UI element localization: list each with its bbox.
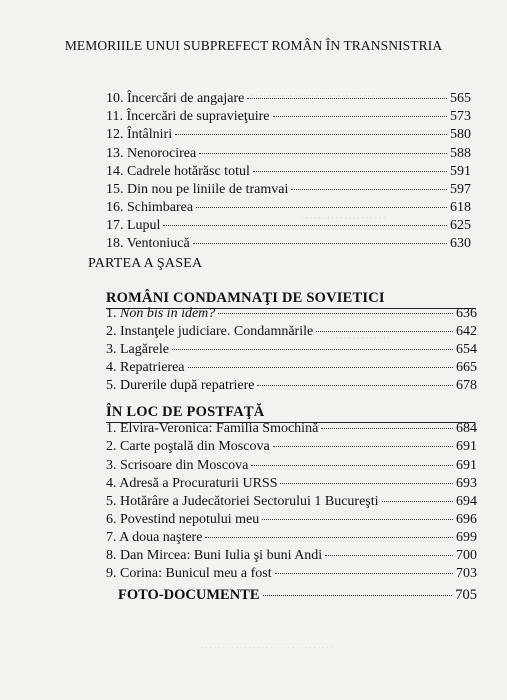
dot-leader xyxy=(316,331,453,332)
toc-entry xyxy=(106,108,471,126)
toc-entry-page: 691 xyxy=(456,458,477,473)
toc-entry-page: 597 xyxy=(450,182,471,197)
toc-entry-page: 625 xyxy=(450,218,471,233)
section-heading: ROMÂNI CONDAMNAŢI DE SOVIETICI xyxy=(106,290,385,306)
toc-entry-title: 5. Durerile după repatriere xyxy=(106,378,255,393)
toc-entry-page: 642 xyxy=(456,324,477,339)
toc-entry xyxy=(106,457,477,475)
toc-entry-title: 4. Adresă a Procuraturii URSS xyxy=(106,476,278,491)
toc-entry-title: 5. Hotărâre a Judecătoriei Sectorului 1 Bucureşti xyxy=(106,494,379,509)
dot-leader xyxy=(163,225,447,226)
toc-entry-page: 696 xyxy=(456,512,477,527)
toc-entry xyxy=(106,163,471,181)
section-heading: ÎN LOC DE POSTFAŢĂ xyxy=(106,404,265,420)
toc-entry-page: 665 xyxy=(456,360,477,375)
bleed-through-text: ······························· xyxy=(200,640,335,655)
dot-leader xyxy=(205,537,453,538)
toc-entry-title: 9. Corina: Bunicul meu a fost xyxy=(106,566,272,581)
toc-entry xyxy=(106,217,471,235)
toc-entry-page: 699 xyxy=(456,530,477,545)
dot-leader xyxy=(199,153,447,154)
toc-entry-number: 1. xyxy=(106,306,120,321)
dot-leader xyxy=(193,243,447,244)
running-head: MEMORIILE UNUI SUBPREFECT ROMÂN ÎN TRANSNISTRIA xyxy=(64,38,443,53)
toc-entry-title: 12. Întâlniri xyxy=(106,127,173,142)
toc-entry xyxy=(106,181,471,199)
toc-entry xyxy=(106,305,477,323)
toc-entry-page: 618 xyxy=(450,200,471,215)
toc-entry xyxy=(106,341,477,359)
toc-entry-page: 573 xyxy=(450,109,471,124)
toc-entry xyxy=(106,377,477,395)
toc-entry xyxy=(106,235,471,253)
toc-entry xyxy=(106,126,471,144)
toc-entry-page: 700 xyxy=(456,548,477,563)
toc-entry-title: 10. Încercări de angajare xyxy=(106,91,245,106)
toc-entry-title: 13. Nenorocirea xyxy=(106,146,197,161)
bleed-through-text: ····························· xyxy=(250,88,376,103)
toc-entry-page: 565 xyxy=(450,91,471,106)
toc-entry xyxy=(106,199,471,217)
dot-leader xyxy=(280,483,453,484)
toc-entry-title: 3. Lagărele xyxy=(106,342,169,357)
toc-entry-page: 678 xyxy=(456,378,477,393)
part-heading: PARTEA A ŞASEA xyxy=(88,256,203,271)
toc-entry-page: 588 xyxy=(450,146,471,161)
toc-entry xyxy=(106,475,477,493)
toc-entry-page: 694 xyxy=(456,494,477,509)
toc-entry-page: 693 xyxy=(456,476,477,491)
toc-entry-italic-title: Non bis in idem? xyxy=(120,306,216,321)
toc-entry-title: 6. Povestind nepotului meu xyxy=(106,512,260,527)
toc-entry-title: 17. Lupul xyxy=(106,218,161,233)
toc-entry xyxy=(106,420,477,438)
toc-entry-title: 14. Cadrele hotărăsc totul xyxy=(106,164,250,179)
dot-leader xyxy=(175,134,447,135)
dot-leader xyxy=(251,465,453,466)
toc-entry xyxy=(106,323,477,341)
toc-entry-page: 703 xyxy=(456,566,477,581)
toc-entry xyxy=(106,145,471,163)
dot-leader xyxy=(188,367,453,368)
toc-entry-foto-documente xyxy=(118,587,477,604)
toc-entry xyxy=(106,493,477,511)
toc-entry-title: 7. A doua naştere xyxy=(106,530,203,545)
toc-entry-title: 15. Din nou pe liniile de tramvai xyxy=(106,182,289,197)
dot-leader xyxy=(262,519,453,520)
toc-entry-title: 3. Scrisoare din Moscova xyxy=(106,458,249,473)
toc-entry xyxy=(106,547,477,565)
toc-entry-page: 654 xyxy=(456,342,477,357)
toc-entry-title: FOTO-DOCUMENTE xyxy=(118,587,260,603)
toc-entry-page: 705 xyxy=(455,587,477,603)
dot-leader xyxy=(275,573,453,574)
bleed-through-text: ·············· xyxy=(330,330,391,345)
toc-entry xyxy=(106,90,471,108)
toc-entry-title: 2. Instanţele judiciare. Condamnările xyxy=(106,324,314,339)
toc-entry xyxy=(106,438,477,456)
dot-leader xyxy=(257,385,453,386)
dot-leader xyxy=(382,501,453,502)
dot-leader xyxy=(291,189,447,190)
toc-entry-page: 591 xyxy=(450,164,471,179)
toc-entry-page: 636 xyxy=(456,306,477,321)
toc-entry-page: 580 xyxy=(450,127,471,142)
toc-entry xyxy=(106,565,477,583)
dot-leader xyxy=(325,555,453,556)
toc-entry-title: 8. Dan Mircea: Buni Iulia şi buni Andi xyxy=(106,548,323,563)
dot-leader xyxy=(247,98,447,99)
toc-entry xyxy=(106,529,477,547)
dot-leader xyxy=(273,116,447,117)
toc-entry-title: 1. Elvira-Veronica: Familia Smochină xyxy=(106,421,319,436)
toc-entry-page: 691 xyxy=(456,439,477,454)
toc-entry xyxy=(106,511,477,529)
dot-leader xyxy=(253,171,447,172)
dot-leader xyxy=(196,207,447,208)
bleed-through-text: ···················· xyxy=(300,210,387,225)
dot-leader xyxy=(218,313,453,314)
dot-leader xyxy=(321,428,453,429)
toc-entry-page: 684 xyxy=(456,421,477,436)
toc-entry xyxy=(106,359,477,377)
toc-entry-title xyxy=(106,305,215,323)
dot-leader xyxy=(172,349,453,350)
toc-entry-title: 16. Schimbarea xyxy=(106,200,194,215)
toc-entry-title: 2. Carte poştală din Moscova xyxy=(106,439,270,454)
dot-leader xyxy=(263,595,453,596)
toc-entry-title: 4. Repatrierea xyxy=(106,360,185,375)
toc-entry-title: 18. Ventoniucă xyxy=(106,236,190,251)
toc-entry-title: 11. Încercări de supravieţuire xyxy=(106,109,270,124)
dot-leader xyxy=(273,446,453,447)
toc-entry-page: 630 xyxy=(450,236,471,251)
